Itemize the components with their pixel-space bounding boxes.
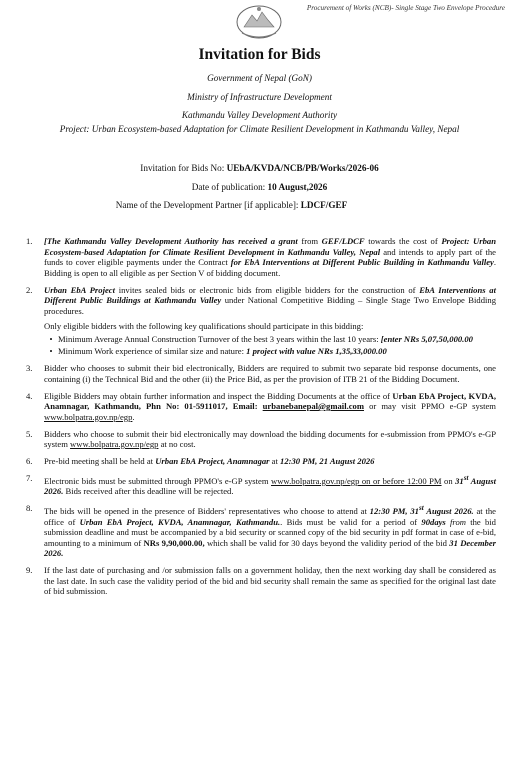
header-note: Procurement of Works (NCB)- Single Stage Two Envelope Procedure xyxy=(306,4,505,12)
project-title: Project: Urban Ecosystem-based Adaptation for Climate Resilient Development in Kathmandu Valley, Nepal xyxy=(59,124,460,134)
bid-clauses xyxy=(26,236,496,603)
clause-4: 4. Eligible Bidders may obtain further information and inspect the Bidding Documents at the office of Urban EbA Project, KVDA, Anamnagar, Kathmandu, Phn No: 01-5911017, Email: urbanebanepal@gmail.com or may visit PPMO e-GP system www.bolpatra.gov.np/egp. xyxy=(26,390,496,422)
clause-6: 6. Pre-bid meeting shall be held at Urban EbA Project, Anamnagar at 12:30 PM, 21 August 2026 xyxy=(26,456,375,466)
clause-5: 5. Bidders who choose to submit their bid electronically may download the bidding documents for e-submission from PPMO's e-GP system www.bolpatra.gov.np/egp at no cost. xyxy=(26,428,496,449)
egp-submission-link[interactable]: www.bolpatra.gov.np/egp on or before 12:00 PM xyxy=(271,475,442,486)
clause-3: 3. Bidder who chooses to submit their bid electronically, Bidders are required to submit two separate bid response documents, one containing (i) the Technical Bid and the other (ii) the Price Bid, as per the provision of ITB 21 of the Bidding Document. xyxy=(26,363,496,384)
contact-email-link[interactable]: urbanebanepal@gmail.com xyxy=(262,401,364,411)
government-emblem xyxy=(234,3,284,41)
egp-link[interactable]: www.bolpatra.gov.np/egp xyxy=(70,439,159,449)
egp-link[interactable]: www.bolpatra.gov.np/egp xyxy=(44,411,133,422)
clause-1: 1. [The Kathmandu Valley Development Authority has received a grant from GEF/LDCF towards the cost of Project: Urban Ecosystem-based Adaptation for Climate Resilient Development in Kathmandu Valley, Nepal and intends to apply part of the funds to cover eligible payments under the Contract for EbA Interventions at Different Public Building in Kathmandu Valley. Bidding is open to all eligible as per Section V of bidding document. xyxy=(26,236,497,278)
clause-8: 8. The bids will be opened in the presence of Bidders' representatives who choose to attend at 12:30 PM, 31st August 2026. at the office of Urban EbA Project, KVDA, Anamnagar, Kathmandu.. Bids must be valid for a period of 90days from the bid submission deadline and must be accompanied by a bid security or scanned copy of the bid security in pdf format in case of e-bid, amounting to a minimum of NRs 9,90,000.00, which shall be valid for 30 days beyond the validity period of the bid 31 December 2026. xyxy=(26,503,497,559)
org-line-gon: Government of Nepal (GoN) xyxy=(207,73,312,83)
clause-9: 9. If the last date of purchasing and /or submission falls on a government holiday, then the next working day shall be considered as the last date. In such case the validity period of the bid and bid security shall remain the same as specified for the original last date of bid submission. xyxy=(26,565,496,597)
eligibility-intro: Only eligible bidders with the following key qualifications should participate in this bidding: xyxy=(44,321,364,331)
clause-7: 7. Electronic bids must be submitted through PPMO's e-GP system www.bolpatra.gov.np/egp on or before 12:00 PM on 31st August 2026. Bids received after this deadline will be rejected. xyxy=(26,473,496,497)
ifb-number: Invitation for Bids No: UEbA/KVDA/NCB/PB/Works/2026-06 xyxy=(140,163,379,173)
qualification-experience: • Minimum Work experience of similar size and nature: 1 project with value NRs 1,35,33,000.00 xyxy=(49,346,387,356)
development-partner: Name of the Development Partner [if applicable]: LDCF/GEF xyxy=(115,200,348,210)
qualification-turnover: • Minimum Average Annual Construction Turnover of the best 3 years within the last 10 years: [enter NRs 5,07,50,000.00 xyxy=(49,333,473,344)
org-line-ministry: Ministry of Infrastructure Development xyxy=(187,92,332,102)
clause-2: 2. Urban EbA Project invites sealed bids or electronic bids from eligible bidders for the construction of EbA Interventions at Different Public Buildings at Kathmandu Valley under National Competitive Bidding – Single Stage Two Envelope Bidding procedures. Only eligible bidders with the following key qualifications should participate in this bidding: • Minimum Average Annual Construction Turnover of the best 3 years within the last 10 years: [enter NRs 5,07,50,000.00 • Minimum Work experience of similar size and nature: 1 project with value NRs 1,35,33,000.00 xyxy=(26,284,496,356)
page-title: Invitation for Bids xyxy=(198,46,321,63)
org-line-kvda: Kathmandu Valley Development Authority xyxy=(181,110,338,120)
publication-date: Date of publication: 10 August,2026 xyxy=(191,182,328,192)
